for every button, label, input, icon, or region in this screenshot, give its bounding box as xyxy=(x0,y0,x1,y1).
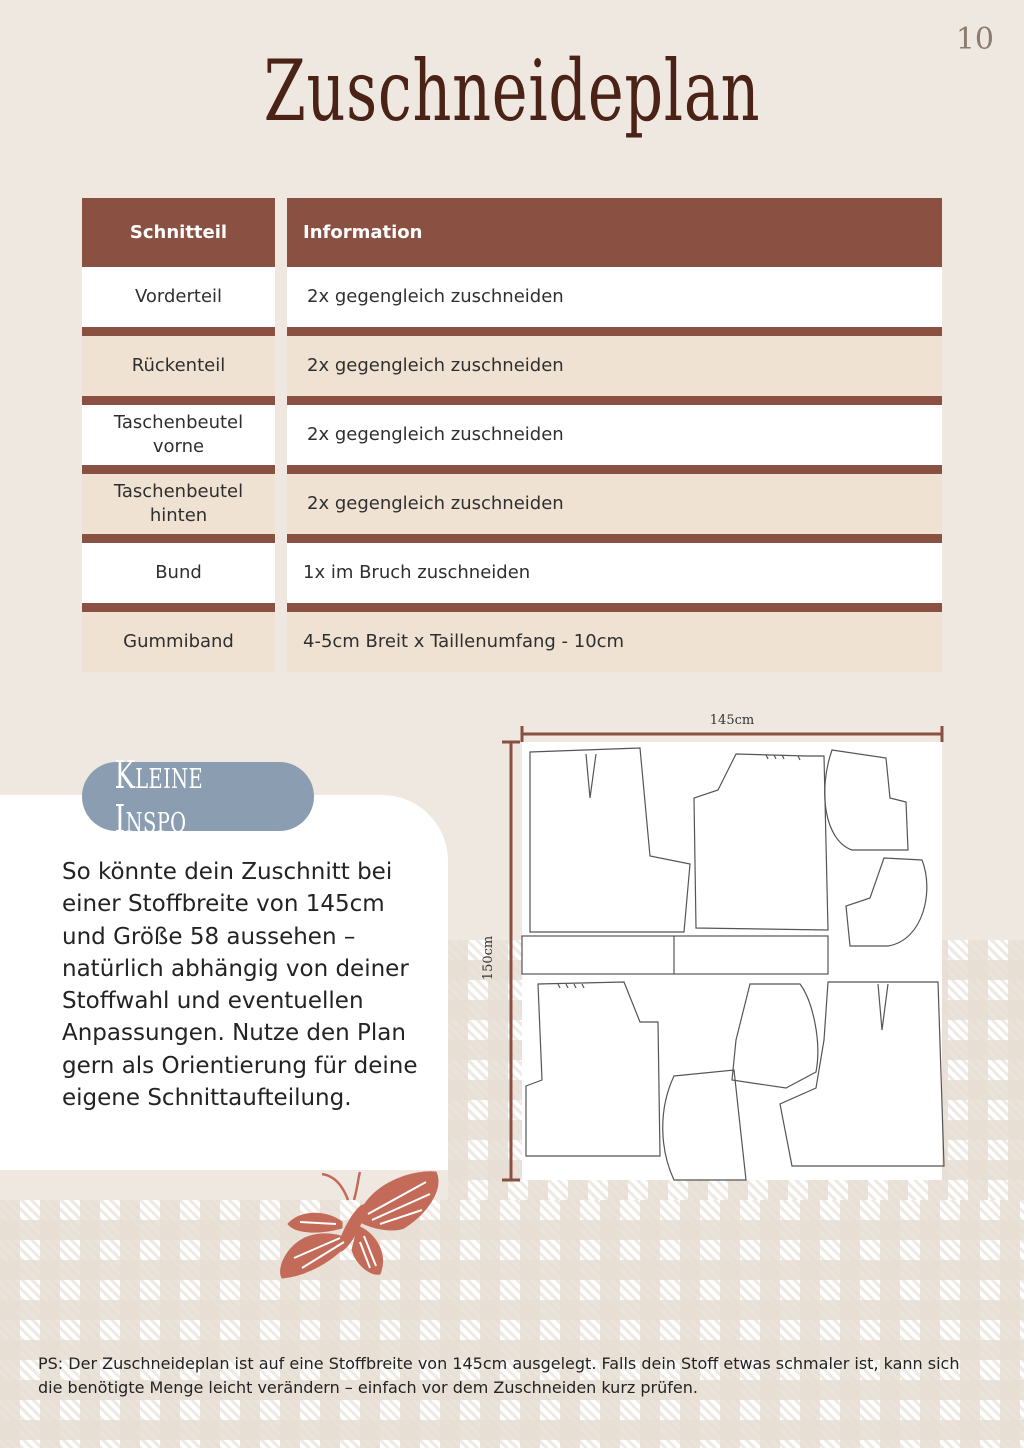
table-row xyxy=(82,474,942,534)
row-part: Taschenbeutel vorne xyxy=(82,405,275,465)
butterfly-icon xyxy=(276,1170,446,1290)
row-divider xyxy=(82,603,942,612)
row-info: 2x gegengleich zuschneiden xyxy=(287,474,942,534)
row-divider xyxy=(82,396,942,405)
row-part: Bund xyxy=(82,543,275,603)
height-label: 150cm xyxy=(481,935,496,981)
row-divider xyxy=(82,465,942,474)
row-info: 2x gegengleich zuschneiden xyxy=(287,336,942,396)
row-part: Rückenteil xyxy=(82,336,275,396)
fabric-area xyxy=(522,742,942,1180)
table-row xyxy=(82,267,942,327)
gingham-background-bottom xyxy=(0,1200,1024,1448)
cutting-table xyxy=(82,198,942,672)
header-schnitteil: Schnitteil xyxy=(82,198,275,267)
table-row xyxy=(82,336,942,396)
inspo-text: So könnte dein Zuschnitt bei einer Stoffbreite von 145cm und Größe 58 aussehen – natürlich abhängig von deiner Stoffwahl und eventuellen Anpassungen. Nutze den Plan gern als Orientierung für deine eigene Schnittaufteilung. xyxy=(62,859,418,1112)
row-divider xyxy=(82,327,942,336)
row-info: 1x im Bruch zuschneiden xyxy=(287,543,942,603)
page-number: 10 xyxy=(955,22,994,57)
row-part: Vorderteil xyxy=(82,267,275,327)
table-row xyxy=(82,405,942,465)
row-info: 2x gegengleich zuschneiden xyxy=(287,405,942,465)
row-divider xyxy=(82,534,942,543)
row-info: 4-5cm Breit x Taillenumfang - 10cm xyxy=(287,612,942,672)
header-information: Information xyxy=(287,198,942,267)
inspo-badge: Kleine Inspo xyxy=(82,762,314,831)
cutting-plan-diagram xyxy=(478,710,958,1190)
width-label: 145cm xyxy=(709,713,755,728)
table-header-row xyxy=(82,198,942,267)
row-info: 2x gegengleich zuschneiden xyxy=(287,267,942,327)
table-row xyxy=(82,543,942,603)
table-row xyxy=(82,612,942,672)
ps-note: PS: Der Zuschneideplan ist auf eine Stoffbreite von 145cm ausgelegt. Falls dein Stoff etwas schmaler ist, kann sich die benötigte Menge leicht verändern – einfach vor dem Zuschneiden kurz prüfen. xyxy=(38,1354,960,1397)
row-part: Gummiband xyxy=(82,612,275,672)
page-title: Zuschneideplan xyxy=(263,42,761,140)
row-part: Taschenbeutel hinten xyxy=(82,474,275,534)
